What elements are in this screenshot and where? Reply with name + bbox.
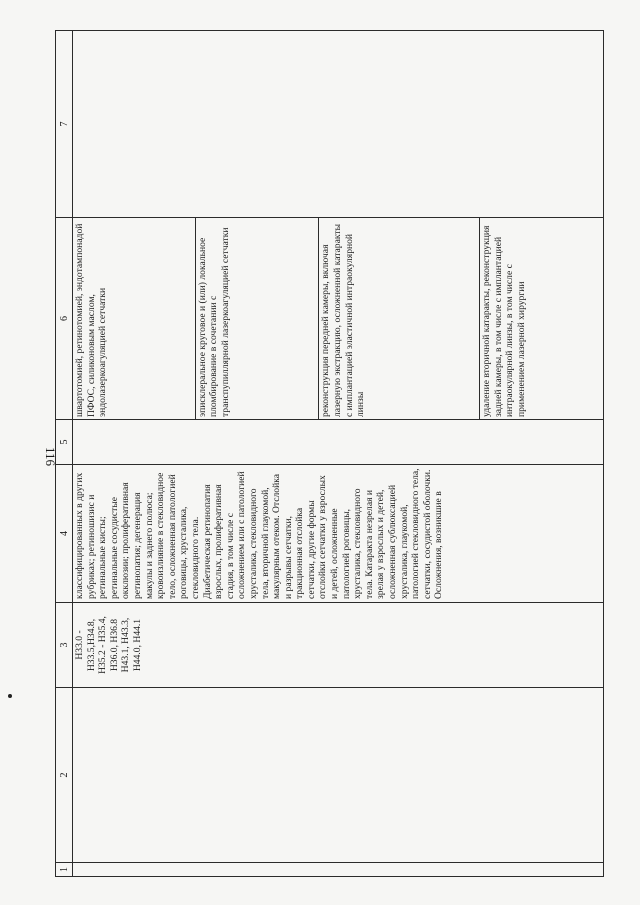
page-number: 116 bbox=[43, 446, 59, 467]
header-col-1: 1 bbox=[56, 863, 73, 877]
rotated-table-container bbox=[55, 31, 585, 877]
header-col-6: 6 bbox=[56, 218, 73, 420]
method-item: швартотомией, ретинотомией, эндотампонадой ПФОС, силиконовым маслом, эндолазеркоагуляцией сетчатки bbox=[73, 218, 195, 419]
cell-col-5 bbox=[73, 420, 604, 465]
cell-col-1 bbox=[73, 863, 604, 877]
cell-methods bbox=[73, 218, 604, 420]
cell-icd-codes: H33.0 - H33.5,H34.8, H35.2 - H35.4, H36.0, H36.8 H43.1, H43.3, H44.0, H44.1 bbox=[73, 603, 604, 688]
table-row bbox=[73, 31, 604, 877]
header-col-5: 5 bbox=[56, 420, 73, 465]
procedures-table bbox=[55, 30, 604, 877]
method-item: удаление вторичной катаракты, реконструкция задней камеры, в том числе с имплантацией интраокулярной линзы, в том числе с применением лазерной хирургии bbox=[481, 225, 527, 417]
scan-mark bbox=[8, 694, 12, 698]
methods-list bbox=[73, 218, 603, 419]
header-col-4: 4 bbox=[56, 465, 73, 603]
header-col-3: 3 bbox=[56, 603, 73, 688]
cell-col-2 bbox=[73, 688, 604, 863]
method-item: эписклеральное круговое и (или) локальное пломбирование в сочетании с транспупиллярной лазеркоагуляцией сетчатки bbox=[195, 218, 319, 419]
cell-col-7 bbox=[73, 31, 604, 218]
method-item: реконструкция передней камеры, включая лазерную экстракцию, осложненной катаракты с имплантацией эластичной интраокулярной линзы bbox=[319, 218, 480, 419]
header-col-7: 7 bbox=[56, 31, 73, 218]
cell-diagnosis: классифицированных в других рубриках; ретиношизис и ретинальные кисты; ретинальные сосудистые окклюзии; пролиферативная ретинопатия; дегенерация макулы и заднего полюса; кровоизлияние в стекловидное тело, осложненная патологией роговицы, хрусталика, стекловидного тела. Диабетическая ретинопатия взрослых, пролиферативная стадия, в том числе с осложнением или с патологией хрусталика, стекловидного тела, вторичной глаукомой, макулярным отеком. Отслойка и разрывы сетчатки, тракционная отслойка сетчатки, другие формы отслойки сетчатки у взрослых и детей, осложненные патологией роговицы, хрусталика, стекловидного тела. Катаракта незрелая и зрелая у взрослых и детей, осложненная сублюксацией хрусталика, глаукомой, патологией стекловидного тела, сетчатки, сосудистой оболочки. Осложнения, возникшие в bbox=[73, 465, 604, 603]
header-col-2: 2 bbox=[56, 688, 73, 863]
header-row bbox=[56, 31, 73, 877]
